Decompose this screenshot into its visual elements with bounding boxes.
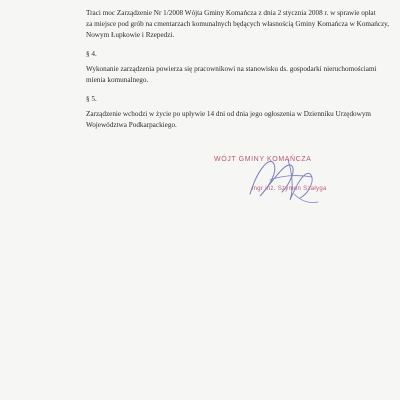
paragraph-line: Wykonanie zarządzenia powierza się pracownikowi na stanowisku ds. gospodarki nieruchomościami <box>86 65 377 73</box>
stamp-title: WÓJT GMINY KOMAŃCZA <box>214 156 312 163</box>
handwritten-signature <box>230 150 340 210</box>
section-heading-5: § 5. <box>86 95 97 103</box>
paragraph-entry-into-force <box>86 109 376 131</box>
paragraph-repeal <box>86 8 390 41</box>
paragraph-line: Nowym Łupkowie i Rzepedzi. <box>86 31 175 39</box>
paragraph-line: Zarządzenie wchodzi w życie po upływie 14 dni od dnia jego ogłoszenia w Dzienniku Urzędowym <box>86 110 372 118</box>
paragraph-line: Traci moc Zarządzenie Nr 1/2008 Wójta Gminy Komańcza z dnia 2 stycznia 2008 r. w sprawie opłat <box>86 9 376 17</box>
paragraph-execution <box>86 64 376 86</box>
document-body <box>86 8 390 131</box>
stamp-name: mgr inż. Szymon Szałyga <box>252 186 327 192</box>
paragraph-line: mienia komunalnego. <box>86 76 149 84</box>
paragraph-line: za miejsce pod grób na cmentarzach komunalnych będących własnością Gminy Komańcza w Komańczy, <box>86 20 390 28</box>
paragraph-line: Województwa Podkarpackiego. <box>86 121 177 129</box>
section-heading-4: § 4. <box>86 50 97 58</box>
